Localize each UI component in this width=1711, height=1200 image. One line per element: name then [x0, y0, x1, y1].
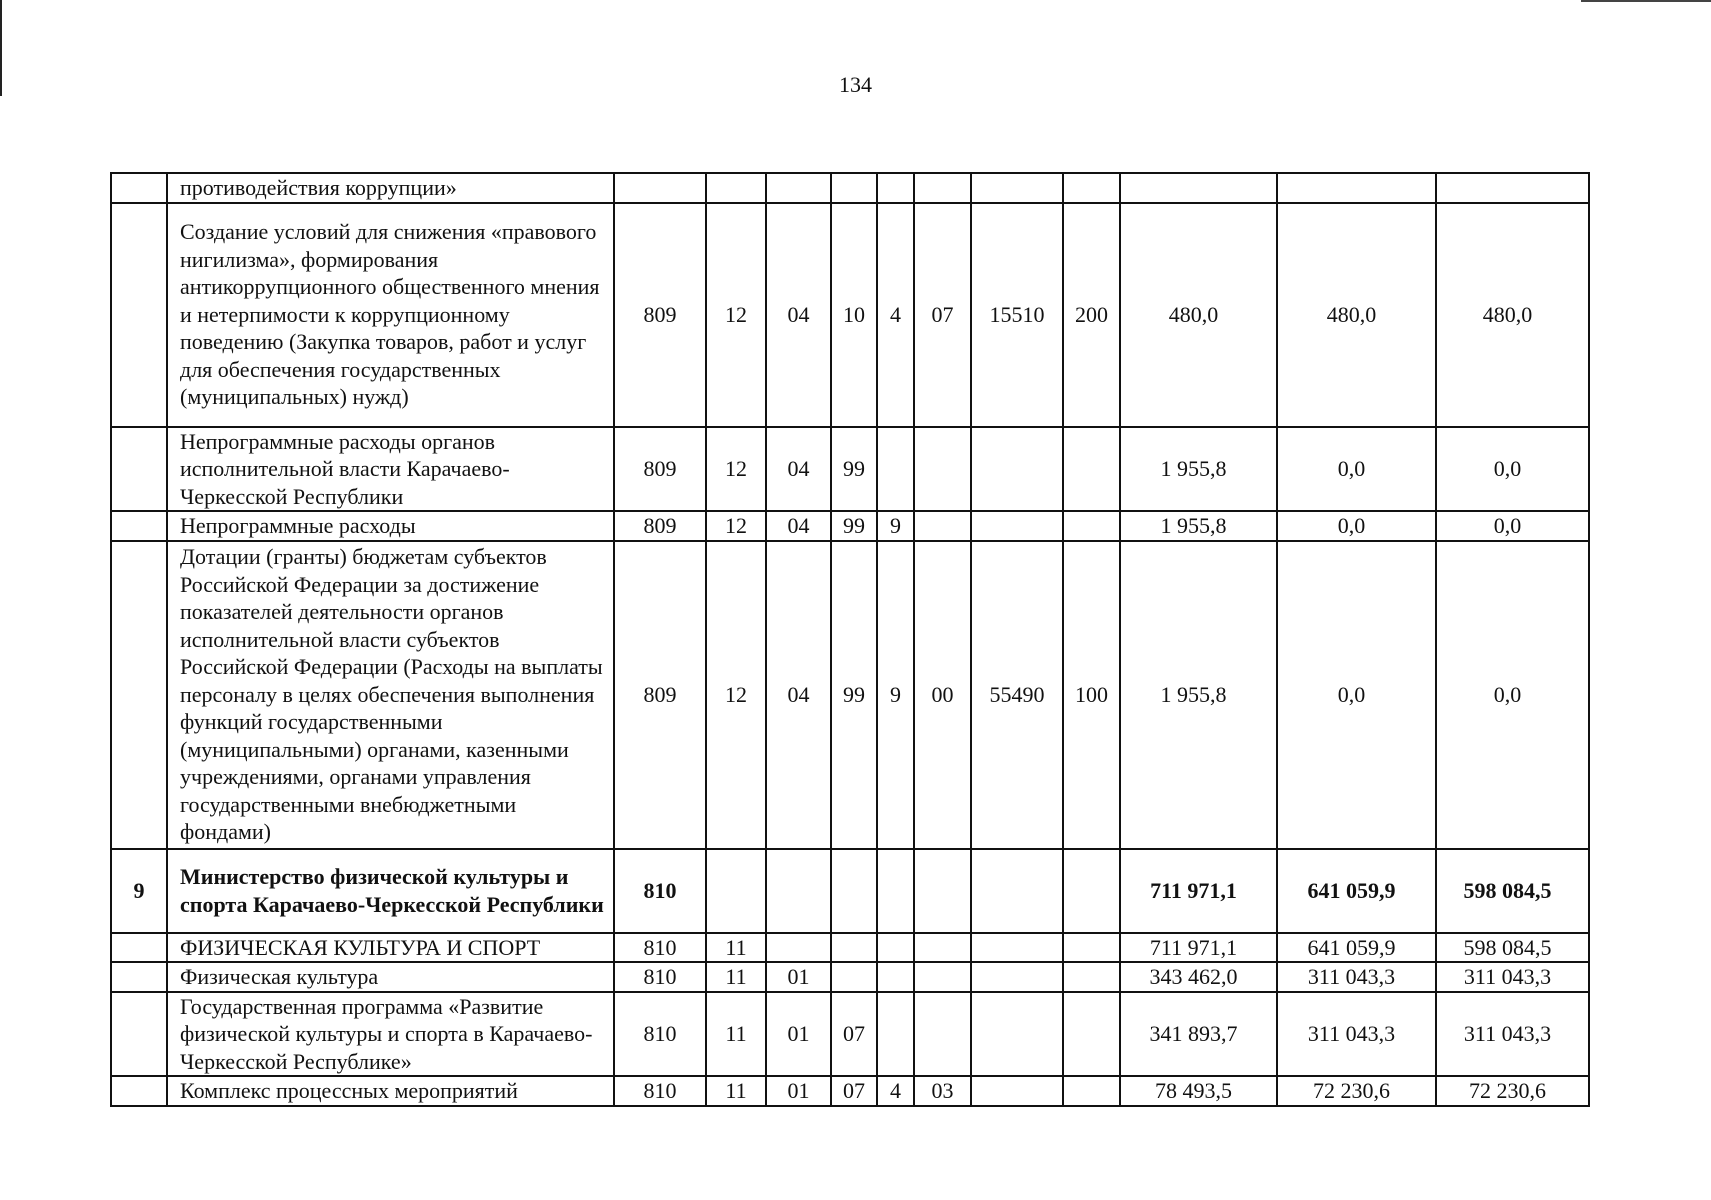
target-article-part3-cell: 03 — [914, 1076, 971, 1106]
target-article-part2-cell: 9 — [877, 511, 914, 541]
item-name-cell: Государственная программа «Развитие физической культуры и спорта в Карачаево-Черкесской Республике» — [167, 992, 614, 1077]
target-article-part2-cell — [877, 427, 914, 512]
target-article-part2-cell — [877, 992, 914, 1077]
item-name-cell: ФИЗИЧЕСКАЯ КУЛЬТУРА И СПОРТ — [167, 933, 614, 963]
department-code-cell: 809 — [614, 427, 706, 512]
amount-year3-cell: 0,0 — [1436, 541, 1589, 849]
department-code-cell: 809 — [614, 203, 706, 427]
amount-year1-cell: 341 893,7 — [1120, 992, 1277, 1077]
target-article-part1-cell — [831, 962, 877, 992]
department-code-cell: 810 — [614, 933, 706, 963]
table-row — [111, 541, 1589, 849]
table-row — [111, 427, 1589, 512]
target-article-part3-cell: 07 — [914, 203, 971, 427]
target-article-part1-cell: 07 — [831, 1076, 877, 1106]
budget-table — [110, 172, 1590, 1107]
target-article-part3-cell — [914, 427, 971, 512]
table-row — [111, 933, 1589, 963]
amount-year2-cell: 311 043,3 — [1277, 992, 1436, 1077]
target-article-part1-cell: 99 — [831, 511, 877, 541]
target-article-part4-cell — [971, 1076, 1063, 1106]
target-article-part1-cell — [831, 933, 877, 963]
target-article-part3-cell — [914, 992, 971, 1077]
target-article-part1-cell — [831, 173, 877, 203]
amount-year1-cell — [1120, 173, 1277, 203]
expense-type-cell — [1063, 992, 1120, 1077]
table-row — [111, 1076, 1589, 1106]
target-article-part3-cell: 00 — [914, 541, 971, 849]
section-code-cell — [706, 849, 766, 933]
scan-edge-mark-top — [1581, 0, 1711, 2]
item-name-cell: Непрограммные расходы органов исполнительной власти Карачаево-Черкесской Республики — [167, 427, 614, 512]
target-article-part1-cell: 99 — [831, 541, 877, 849]
row-number-cell — [111, 962, 167, 992]
row-number-cell — [111, 541, 167, 849]
department-code-cell: 810 — [614, 992, 706, 1077]
amount-year3-cell: 598 084,5 — [1436, 849, 1589, 933]
target-article-part1-cell — [831, 849, 877, 933]
table-row — [111, 992, 1589, 1077]
target-article-part4-cell — [971, 427, 1063, 512]
amount-year1-cell: 78 493,5 — [1120, 1076, 1277, 1106]
row-number-cell — [111, 1076, 167, 1106]
subsection-code-cell: 01 — [766, 992, 831, 1077]
table-body — [111, 173, 1589, 1106]
department-code-cell: 809 — [614, 511, 706, 541]
row-number-cell — [111, 203, 167, 427]
amount-year3-cell: 598 084,5 — [1436, 933, 1589, 963]
amount-year2-cell: 641 059,9 — [1277, 849, 1436, 933]
amount-year1-cell: 1 955,8 — [1120, 427, 1277, 512]
department-code-cell: 810 — [614, 962, 706, 992]
item-name-cell: противодействия коррупции» — [167, 173, 614, 203]
section-code-cell: 12 — [706, 427, 766, 512]
amount-year1-cell: 1 955,8 — [1120, 541, 1277, 849]
row-number-cell — [111, 427, 167, 512]
subsection-code-cell: 04 — [766, 511, 831, 541]
target-article-part4-cell — [971, 962, 1063, 992]
target-article-part4-cell: 15510 — [971, 203, 1063, 427]
expense-type-cell — [1063, 933, 1120, 963]
expense-type-cell — [1063, 173, 1120, 203]
row-number-cell — [111, 992, 167, 1077]
department-code-cell: 809 — [614, 541, 706, 849]
target-article-part3-cell — [914, 962, 971, 992]
row-number-cell — [111, 173, 167, 203]
item-name-cell: Создание условий для снижения «правового нигилизма», формирования антикоррупционного общественного мнения и нетерпимости к коррупционному поведению (Закупка товаров, работ и услуг для обеспечения государственных (муниципальных) нужд) — [167, 203, 614, 427]
item-name-cell: Непрограммные расходы — [167, 511, 614, 541]
target-article-part2-cell: 4 — [877, 1076, 914, 1106]
subsection-code-cell: 04 — [766, 541, 831, 849]
section-code-cell: 11 — [706, 1076, 766, 1106]
amount-year2-cell — [1277, 173, 1436, 203]
target-article-part1-cell: 99 — [831, 427, 877, 512]
expense-type-cell — [1063, 511, 1120, 541]
section-code-cell: 11 — [706, 992, 766, 1077]
table-row — [111, 511, 1589, 541]
section-code-cell: 11 — [706, 933, 766, 963]
amount-year2-cell: 311 043,3 — [1277, 962, 1436, 992]
expense-type-cell — [1063, 962, 1120, 992]
item-name-cell: Дотации (гранты) бюджетам субъектов Российской Федерации за достижение показателей деятельности органов исполнительной власти субъектов Российской Федерации (Расходы на выплаты персоналу в целях обеспечения выполнения функций государственными (муниципальными) органами, казенными учреждениями, органами управления государственными внебюджетными фондами) — [167, 541, 614, 849]
amount-year1-cell: 711 971,1 — [1120, 849, 1277, 933]
expense-type-cell — [1063, 427, 1120, 512]
subsection-code-cell: 01 — [766, 962, 831, 992]
expense-type-cell: 100 — [1063, 541, 1120, 849]
expense-type-cell: 200 — [1063, 203, 1120, 427]
row-number-cell: 9 — [111, 849, 167, 933]
section-code-cell: 12 — [706, 541, 766, 849]
item-name-cell: Комплекс процессных мероприятий — [167, 1076, 614, 1106]
subsection-code-cell — [766, 849, 831, 933]
target-article-part4-cell — [971, 933, 1063, 963]
target-article-part4-cell — [971, 849, 1063, 933]
target-article-part2-cell — [877, 173, 914, 203]
table-row — [111, 849, 1589, 933]
amount-year1-cell: 711 971,1 — [1120, 933, 1277, 963]
subsection-code-cell: 01 — [766, 1076, 831, 1106]
amount-year2-cell: 0,0 — [1277, 541, 1436, 849]
target-article-part4-cell — [971, 992, 1063, 1077]
row-number-cell — [111, 511, 167, 541]
amount-year3-cell: 311 043,3 — [1436, 992, 1589, 1077]
target-article-part3-cell — [914, 849, 971, 933]
amount-year3-cell: 0,0 — [1436, 427, 1589, 512]
target-article-part2-cell — [877, 933, 914, 963]
target-article-part4-cell — [971, 173, 1063, 203]
target-article-part4-cell: 55490 — [971, 541, 1063, 849]
target-article-part3-cell — [914, 933, 971, 963]
subsection-code-cell: 04 — [766, 427, 831, 512]
item-name-cell: Физическая культура — [167, 962, 614, 992]
target-article-part1-cell: 07 — [831, 992, 877, 1077]
amount-year1-cell: 1 955,8 — [1120, 511, 1277, 541]
amount-year3-cell — [1436, 173, 1589, 203]
section-code-cell: 11 — [706, 962, 766, 992]
expense-type-cell — [1063, 1076, 1120, 1106]
section-code-cell — [706, 173, 766, 203]
amount-year3-cell: 72 230,6 — [1436, 1076, 1589, 1106]
amount-year2-cell: 480,0 — [1277, 203, 1436, 427]
subsection-code-cell — [766, 173, 831, 203]
page-number: 134 — [839, 72, 872, 97]
department-code-cell: 810 — [614, 1076, 706, 1106]
target-article-part1-cell: 10 — [831, 203, 877, 427]
target-article-part4-cell — [971, 511, 1063, 541]
section-code-cell: 12 — [706, 203, 766, 427]
target-article-part2-cell — [877, 962, 914, 992]
target-article-part2-cell: 9 — [877, 541, 914, 849]
table-row — [111, 173, 1589, 203]
row-number-cell — [111, 933, 167, 963]
item-name-cell: Министерство физической культуры и спорта Карачаево-Черкесской Республики — [167, 849, 614, 933]
target-article-part2-cell: 4 — [877, 203, 914, 427]
department-code-cell: 810 — [614, 849, 706, 933]
amount-year2-cell: 72 230,6 — [1277, 1076, 1436, 1106]
subsection-code-cell — [766, 933, 831, 963]
department-code-cell — [614, 173, 706, 203]
amount-year1-cell: 480,0 — [1120, 203, 1277, 427]
amount-year1-cell: 343 462,0 — [1120, 962, 1277, 992]
subsection-code-cell: 04 — [766, 203, 831, 427]
table-row — [111, 962, 1589, 992]
target-article-part3-cell — [914, 173, 971, 203]
amount-year3-cell: 480,0 — [1436, 203, 1589, 427]
section-code-cell: 12 — [706, 511, 766, 541]
amount-year2-cell: 0,0 — [1277, 427, 1436, 512]
amount-year2-cell: 641 059,9 — [1277, 933, 1436, 963]
target-article-part2-cell — [877, 849, 914, 933]
expense-type-cell — [1063, 849, 1120, 933]
table-row — [111, 203, 1589, 427]
amount-year2-cell: 0,0 — [1277, 511, 1436, 541]
amount-year3-cell: 311 043,3 — [1436, 962, 1589, 992]
amount-year3-cell: 0,0 — [1436, 511, 1589, 541]
target-article-part3-cell — [914, 511, 971, 541]
